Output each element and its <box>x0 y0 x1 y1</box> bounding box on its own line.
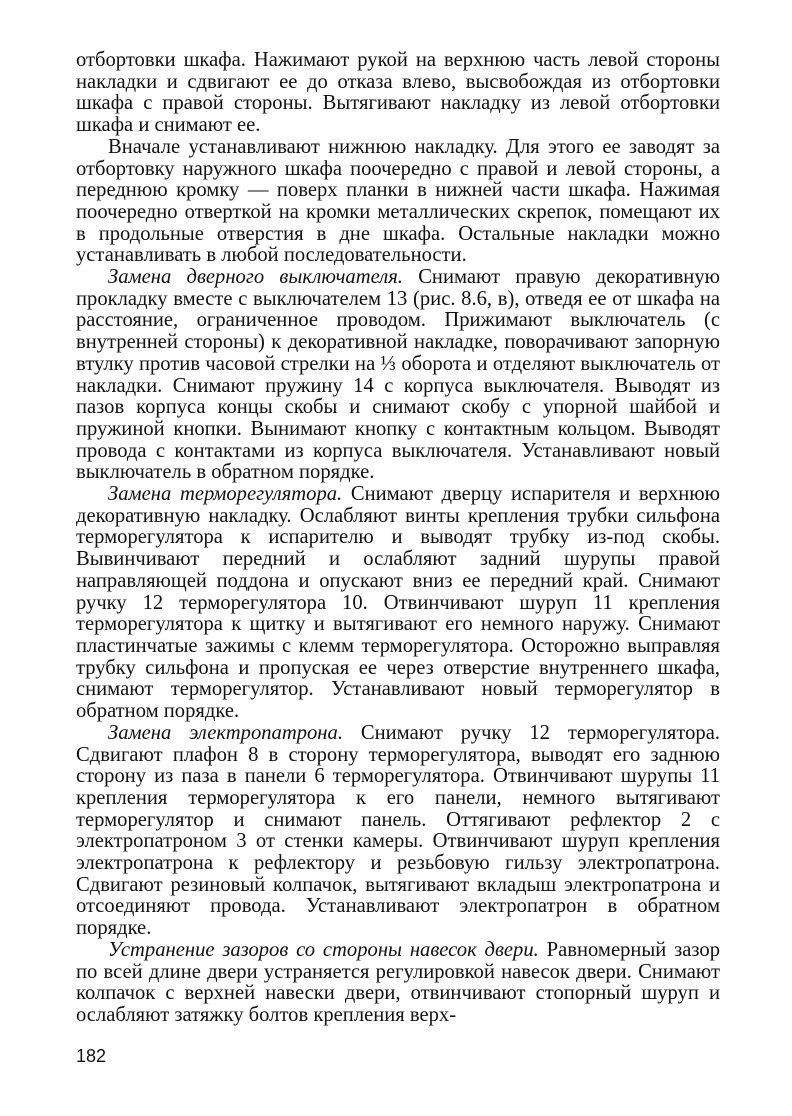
paragraph-text: Снимают правую декоративную прокладку вместе с выключателем 13 (рис. 8.6, в), отведя ее от шкафа на расстояние, ограниченное проводом. Прижимают выключатель (с внутренней стороны) к декоративной накладке, поворачивают запорную втулку против часовой стрелки на ⅓ оборота и отделяют выключатель от накладки. Снимают пружину 14 с корпуса выключателя. Выводят из пазов корпуса концы скобы и снимают скобу с упорной шайбой и пружиной кнопки. Вынимают кнопку с контактным кольцом. Выводят провода с контактами из корпуса выключателя. Устанавливают новый выключатель в обратном порядке. <box>76 266 720 484</box>
paragraph-text: Снимают ручку 12 терморегулятора. Сдвигают плафон 8 в сторону терморегулятора, выводят его заднюю сторону из паза в панели 6 терморегулятора. Отвинчивают шурупы 11 крепления терморегулятора к его панели, немного вытягивают терморегулятор и снимают панель. Оттягивают рефлектор 2 с электропатроном 3 от стенки камеры. Отвинчивают шуруп крепления электропатрона к рефлектору и резьбовую гильзу электропатрона. Сдвигают резиновый колпачок, вытягивают вкладыш электропатрона и отсоединяют провода. Устанавливают электропатрон в обратном порядке. <box>76 721 720 940</box>
section-heading: Устранение зазоров со стороны навесок двери. <box>108 938 539 961</box>
body-text <box>76 50 720 1027</box>
paragraph-door-gaps <box>76 940 720 1027</box>
paragraph-lamp-socket <box>76 723 720 940</box>
section-heading: Замена терморегулятора. <box>108 483 343 506</box>
paragraph-door-switch <box>76 267 720 484</box>
paragraph-text: Вначале устанавливают нижнюю накладку. Для этого ее заводят за отбортовку наружного шкафа поочередно с правой и левой стороны, а переднюю кромку — поверх планки в нижней части шкафа. Нажимая поочередно отверткой на кромки металлических скрепок, помещают их в продольные отверстия в дне шкафа. Остальные накладки можно устанавливать в любой последовательности. <box>76 135 720 267</box>
paragraph-text: Равномерный зазор по всей длине двери устраняется регулировкой навесок двери. Снимают колпачок с верхней навески двери, отвинчивают стопорный шуруп и ослабляют затяжку болтов крепления верх- <box>76 938 720 1026</box>
section-heading: Замена дверного выключателя. <box>108 266 403 289</box>
page-number: 182 <box>76 1046 107 1066</box>
section-heading: Замена электропатрона. <box>108 721 343 744</box>
paragraph-text: Снимают дверцу испарителя и верхнюю декоративную накладку. Ослабляют винты крепления трубки сильфона терморегулятора к испарителю и выводят трубку из-под скобы. Вывинчивают передний и ослабляют задний шурупы правой направляющей поддона и опускают вниз ее передний край. Снимают ручку 12 терморегулятора 10. Отвинчивают шуруп 11 крепления терморегулятора к щитку и вытягивают его немного наружу. Снимают пластинчатые зажимы с клемм терморегулятора. Осторожно выправляя трубку сильфона и пропуская ее через отверстие внутреннего шкафа, снимают терморегулятор. Устанавливают новый терморегулятор в обратном порядке. <box>76 483 721 723</box>
paragraph-thermostat <box>76 484 720 723</box>
paragraph-lower-panel <box>76 137 720 267</box>
paragraph-text: отбортовки шкафа. Нажимают рукой на верхнюю часть левой стороны накладки и сдвигают ее до отказа влево, высвобождая из отбортовки шкафа с правой стороны. Вытягивают накладку из левой отбортовки шкафа и снимают ее. <box>76 49 720 137</box>
paragraph-continuation <box>76 50 720 137</box>
